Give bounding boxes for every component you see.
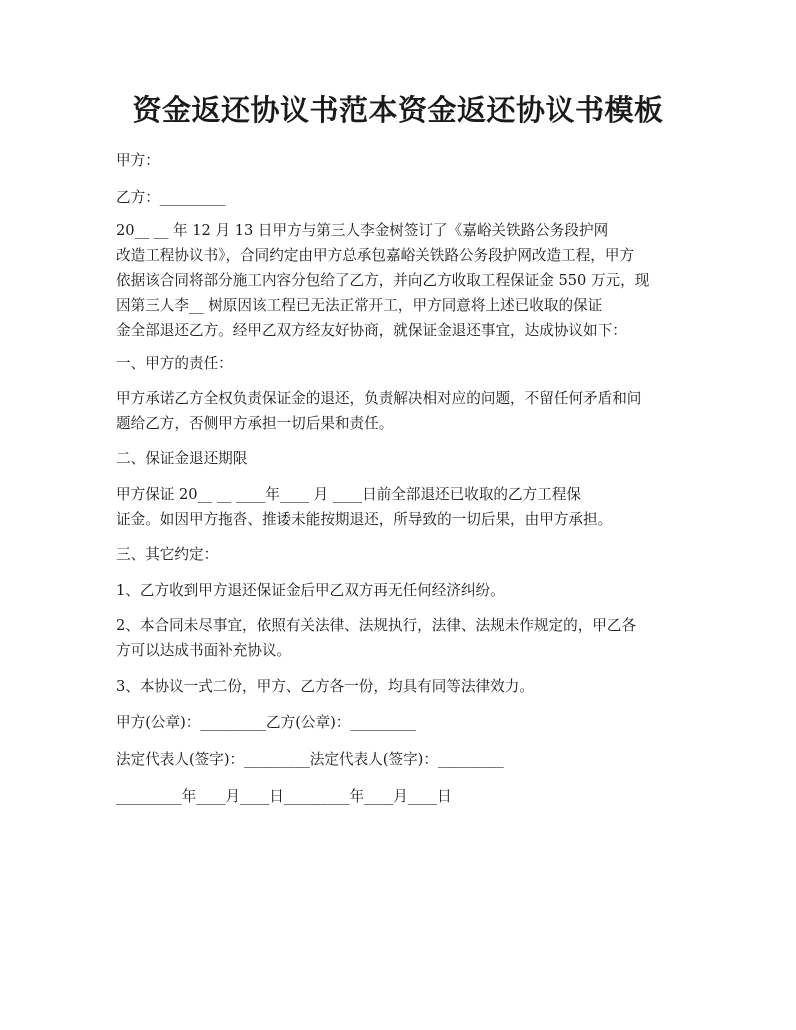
party-b-line: 乙方：_________ [116,189,226,206]
date-signature-line: _________年____月____日_________年____月____日 [116,788,452,805]
section-2-title: 二、保证金退还期限 [116,450,248,467]
document-title: 资金返还协议书范本资金返还协议书模板 [132,93,664,127]
section-2-body: 甲方保证 20__ __ ____年____ 月 ____日前全部退还已收取的乙方工程保 证金。如因甲方拖沓、推诿未能按期退还，所导致的一切后果，由甲方承担。 [116,486,613,528]
clause-3: 3、本协议一式二份，甲方、乙方各一份，均具有同等法律效力。 [116,678,534,695]
clause-1: 1、乙方收到甲方退还保证金后甲乙双方再无任何经济纠纷。 [116,582,505,599]
intro-paragraph: 20__ __ 年 12 月 13 日甲方与第三人李金树签订了《嘉峪关铁路公务段护网 改造工程协议书》，合同约定由甲方总承包嘉峪关铁路公务段护网改造工程，甲方 依据该合同将部分施工内容分包给了乙方，并向乙方收取工程保证金 550 万元，现 因第三人李__ 树原因该工程已无法正常开工，甲方同意将上述已收取的保证 金全部退还乙方。经甲乙双方经友好协商，就保证金退还事宜，达成协议如下： [116,222,650,339]
seal-signature-line: 甲方(公章)：_________乙方(公章)：_________ [116,714,417,731]
clause-2: 2、本合同未尽事宜，依照有关法律、法规执行，法律、法规未作规定的，甲乙各 方可以达成书面补充协议。 [116,617,637,659]
section-3-title: 三、其它约定： [116,546,219,563]
section-1-body: 甲方承诺乙方全权负责保证金的退还，负责解决相对应的问题，不留任何矛盾和问 题给乙方，否侧甲方承担一切后果和责任。 [116,390,642,432]
party-a-line: 甲方： [116,152,160,169]
section-1-title: 一、甲方的责任： [116,355,233,372]
representative-signature-line: 法定代表人(签字)：_________法定代表人(签字)：_________ [116,751,504,768]
